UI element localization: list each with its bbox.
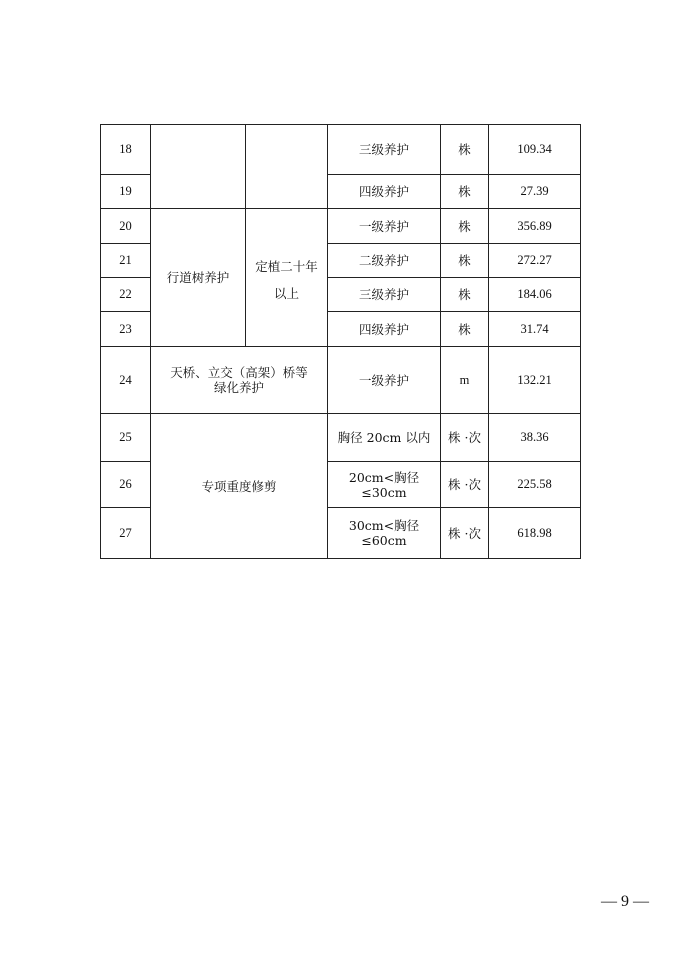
maintenance-grade: 三级养护 (328, 278, 441, 312)
unit: 株 (441, 209, 489, 244)
unit: 株 (441, 278, 489, 312)
table-row (101, 125, 581, 175)
maintenance-grade: 三级养护 (328, 125, 441, 175)
unit-price: 27.39 (489, 175, 581, 209)
row-number: 20 (101, 209, 151, 244)
sub-item-line-2: 以上 (273, 285, 299, 301)
unit: 株 (441, 244, 489, 278)
maintenance-grade: 20cm<胸径≤30cm (328, 462, 441, 508)
row-number: 25 (101, 414, 151, 462)
maintenance-grade: 四级养护 (328, 175, 441, 209)
maintenance-grade: 一级养护 (328, 209, 441, 244)
maintenance-grade: 胸径 20cm 以内 (328, 414, 441, 462)
unit: 株 ·次 (441, 508, 489, 559)
unit-price: 109.34 (489, 125, 581, 175)
unit-price: 38.36 (489, 414, 581, 462)
sub-item-line-1: 定植二十年 (255, 259, 318, 275)
item-street-tree: 行道树养护 (151, 209, 246, 347)
table-row (101, 414, 581, 462)
maintenance-grade: 四级养护 (328, 312, 441, 347)
unit: m (441, 347, 489, 414)
unit-price: 132.21 (489, 347, 581, 414)
item-line-1: 天桥、立交（高架）桥等 (170, 365, 308, 380)
unit: 株 ·次 (441, 462, 489, 508)
maintenance-grade: 一级养护 (328, 347, 441, 414)
row-number: 26 (101, 462, 151, 508)
page-number: — 9 — (601, 893, 649, 910)
unit: 株 (441, 312, 489, 347)
row-number: 24 (101, 347, 151, 414)
item-cell-empty (151, 125, 246, 209)
row-number: 21 (101, 244, 151, 278)
unit-price: 225.58 (489, 462, 581, 508)
item-heavy-pruning: 专项重度修剪 (151, 414, 328, 559)
row-number: 27 (101, 508, 151, 559)
unit-price: 356.89 (489, 209, 581, 244)
table-row (101, 209, 581, 244)
unit: 株 (441, 125, 489, 175)
row-number: 18 (101, 125, 151, 175)
row-number: 23 (101, 312, 151, 347)
unit-price: 272.27 (489, 244, 581, 278)
row-number: 19 (101, 175, 151, 209)
unit: 株 (441, 175, 489, 209)
unit-price: 184.06 (489, 278, 581, 312)
unit: 株 ·次 (441, 414, 489, 462)
unit-price: 618.98 (489, 508, 581, 559)
item-bridge-greening (151, 347, 328, 414)
price-table (100, 124, 581, 559)
maintenance-grade: 二级养护 (328, 244, 441, 278)
item-line-2: 绿化养护 (213, 380, 264, 395)
sub-item-cell-empty (246, 125, 328, 209)
sub-item-planted-20-years (246, 209, 328, 347)
row-number: 22 (101, 278, 151, 312)
unit-price: 31.74 (489, 312, 581, 347)
maintenance-grade: 30cm<胸径≤60cm (328, 508, 441, 559)
table-row (101, 347, 581, 414)
